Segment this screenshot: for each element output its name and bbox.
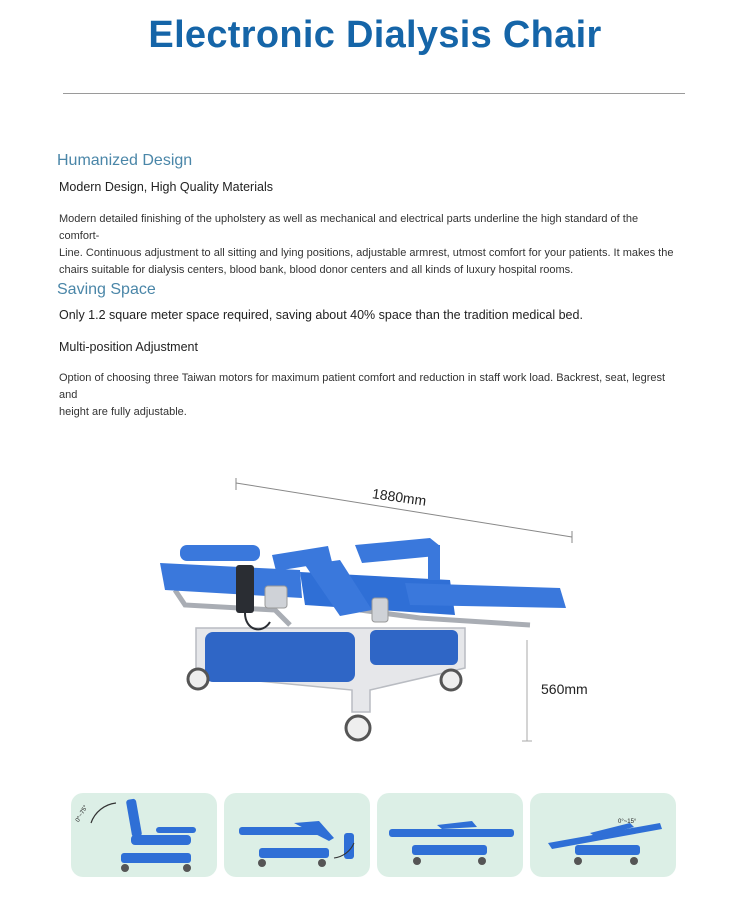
paragraph-line: chairs suitable for dialysis centers, blood bank, blood donor centers and all kinds of luxury hospital rooms. — [59, 264, 574, 276]
section-heading-saving: Saving Space — [57, 281, 156, 298]
thumbnail-position-1 — [71, 793, 217, 877]
paragraph-adjustment — [59, 370, 679, 421]
thumbnail-position-3 — [377, 793, 523, 877]
section-subheading-adjustment: Multi-position Adjustment — [59, 340, 198, 354]
thumb-chair-image — [224, 793, 370, 877]
paragraph-line: Modern detailed finishing of the upholstery as well as mechanical and electrical parts underline the high standard of the comfort- — [59, 213, 639, 242]
section-subheading-materials: Modern Design, High Quality Materials — [59, 180, 273, 194]
paragraph-humanized — [59, 211, 679, 279]
page-title: Electronic Dialysis Chair — [148, 14, 602, 56]
thumb-chair-image — [377, 793, 523, 877]
length-dimension-label: 1880mm — [371, 485, 428, 509]
saving-space-text: Only 1.2 square meter space required, saving about 40% space than the tradition medical bed. — [59, 308, 583, 322]
paragraph-line: height are fully adjustable. — [59, 406, 187, 418]
thumb-angle-label: 0°~75° — [74, 804, 90, 824]
chair-illustration — [0, 470, 750, 770]
paragraph-line: Option of choosing three Taiwan motors for maximum patient comfort and reduction in staff work load. Backrest, seat, legrest and — [59, 372, 666, 401]
paragraph-line: Line. Continuous adjustment to all sitting and lying positions, adjustable armrest, utmost comfort for your patients. It makes the — [59, 247, 674, 259]
thumb-chair-image — [530, 793, 676, 877]
height-dimension-label: 560mm — [541, 681, 588, 697]
title-divider — [63, 93, 685, 94]
section-heading-humanized: Humanized Design — [57, 152, 193, 169]
thumb-angle-label: 0°~15° — [618, 819, 637, 825]
thumbnail-position-2 — [224, 793, 370, 877]
thumbnail-position-4 — [530, 793, 676, 877]
thumb-chair-image — [71, 793, 217, 877]
